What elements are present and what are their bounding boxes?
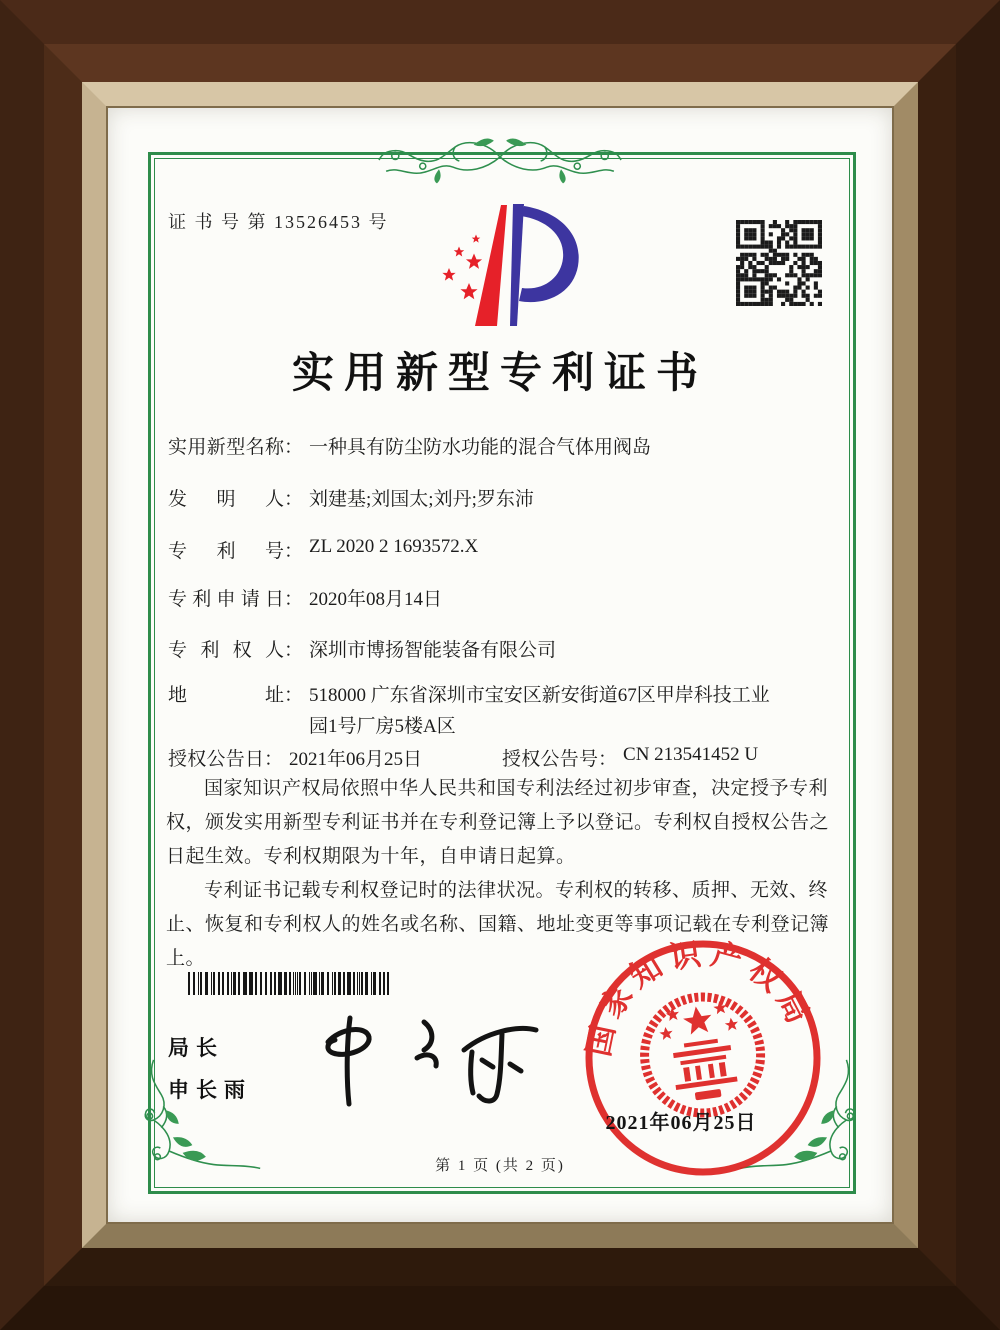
page-number: 第 1 页 (共 2 页) xyxy=(435,1158,565,1174)
field-label: 授权公告号 xyxy=(502,749,598,770)
director-name: 申长雨 xyxy=(168,1079,252,1102)
field-value: 518000 广东省深圳市宝安区新安街道67区甲岸科技工业园1号厂房5楼A区 xyxy=(309,685,770,737)
field-label: 实用新型名称 xyxy=(168,437,284,458)
top-flourish-ornament xyxy=(378,128,622,186)
certificate-number: 证 书 号 第 13526453 号 xyxy=(168,212,389,232)
wooden-frame-inner xyxy=(44,44,956,1286)
gold-bevel xyxy=(82,82,918,1248)
legal-paragraph-2: 专利证书记载专利权登记时的法律状况。专利权的转移、质押、无效、终止、恢复和专利权人的姓名或名称、国籍、地址变更等事项记载在专利登记簿上。 xyxy=(166,880,830,969)
national-emblem-icon xyxy=(637,990,768,1121)
field-pair-grant-no: 授权公告号： CN 213541452 U xyxy=(502,744,759,770)
director-title: 局长 xyxy=(168,1037,224,1060)
signature xyxy=(288,1006,548,1114)
field-value: ZL 2020 2 1693572.X xyxy=(309,536,479,557)
seal-date: 2021年06月25日 xyxy=(605,1112,757,1134)
field-value: 刘建基;刘国太;刘丹;罗东沛 xyxy=(309,489,534,510)
field-label: 专利申请日 xyxy=(168,589,284,610)
field-row-inventor: 发明人： 刘建基;刘国太;刘丹;罗东沛 xyxy=(168,484,534,511)
field-row-address: 地址： 518000 广东省深圳市宝安区新安街道67区甲岸科技工业园1号厂房5楼A区 xyxy=(168,680,787,742)
field-row-patentee: 专利权人： 深圳市博扬智能装备有限公司 xyxy=(168,635,556,662)
qr-code xyxy=(736,220,822,306)
field-label: 授权公告日 xyxy=(168,749,264,770)
field-row-patent-no: 专利号： ZL 2020 2 1693572.X xyxy=(168,536,479,562)
certificate-title: 实用新型专利证书 xyxy=(291,351,708,397)
field-value: 深圳市博扬智能装备有限公司 xyxy=(309,640,557,661)
field-label: 专利权人 xyxy=(168,640,284,661)
field-label: 发明人 xyxy=(168,489,284,510)
field-row-filing-date: 专利申请日： 2020年08月14日 xyxy=(168,584,442,611)
certificate-paper xyxy=(106,106,894,1224)
field-row-name: 实用新型名称： 一种具有防尘防水功能的混合气体用阀岛 xyxy=(168,432,651,459)
bottom-left-flourish-ornament xyxy=(140,1056,266,1182)
field-label: 专利号 xyxy=(168,541,284,562)
legal-paragraph-1: 国家知识产权局依照中华人民共和国专利法经过初步审查，决定授予专利权，颁发实用新型专利证书并在专利登记簿上予以登记。专利权自授权公告之日起生效。专利权期限为十年，自申请日起算。 xyxy=(166,778,830,867)
official-seal xyxy=(578,933,828,1183)
cnipa-logo-icon xyxy=(428,200,590,332)
field-label: 地址 xyxy=(168,685,284,706)
field-value: CN 213541452 U xyxy=(623,744,759,765)
field-value: 2021年06月25日 xyxy=(289,749,423,770)
field-value: 一种具有防尘防水功能的混合气体用阀岛 xyxy=(309,437,652,458)
field-row-grant: 授权公告日： 2021年06月25日 授权公告号： CN 213541452 U xyxy=(168,744,759,770)
field-value: 2020年08月14日 xyxy=(309,589,443,610)
barcode xyxy=(188,972,392,995)
seal-text: 国家知识产权局 xyxy=(580,935,820,1060)
